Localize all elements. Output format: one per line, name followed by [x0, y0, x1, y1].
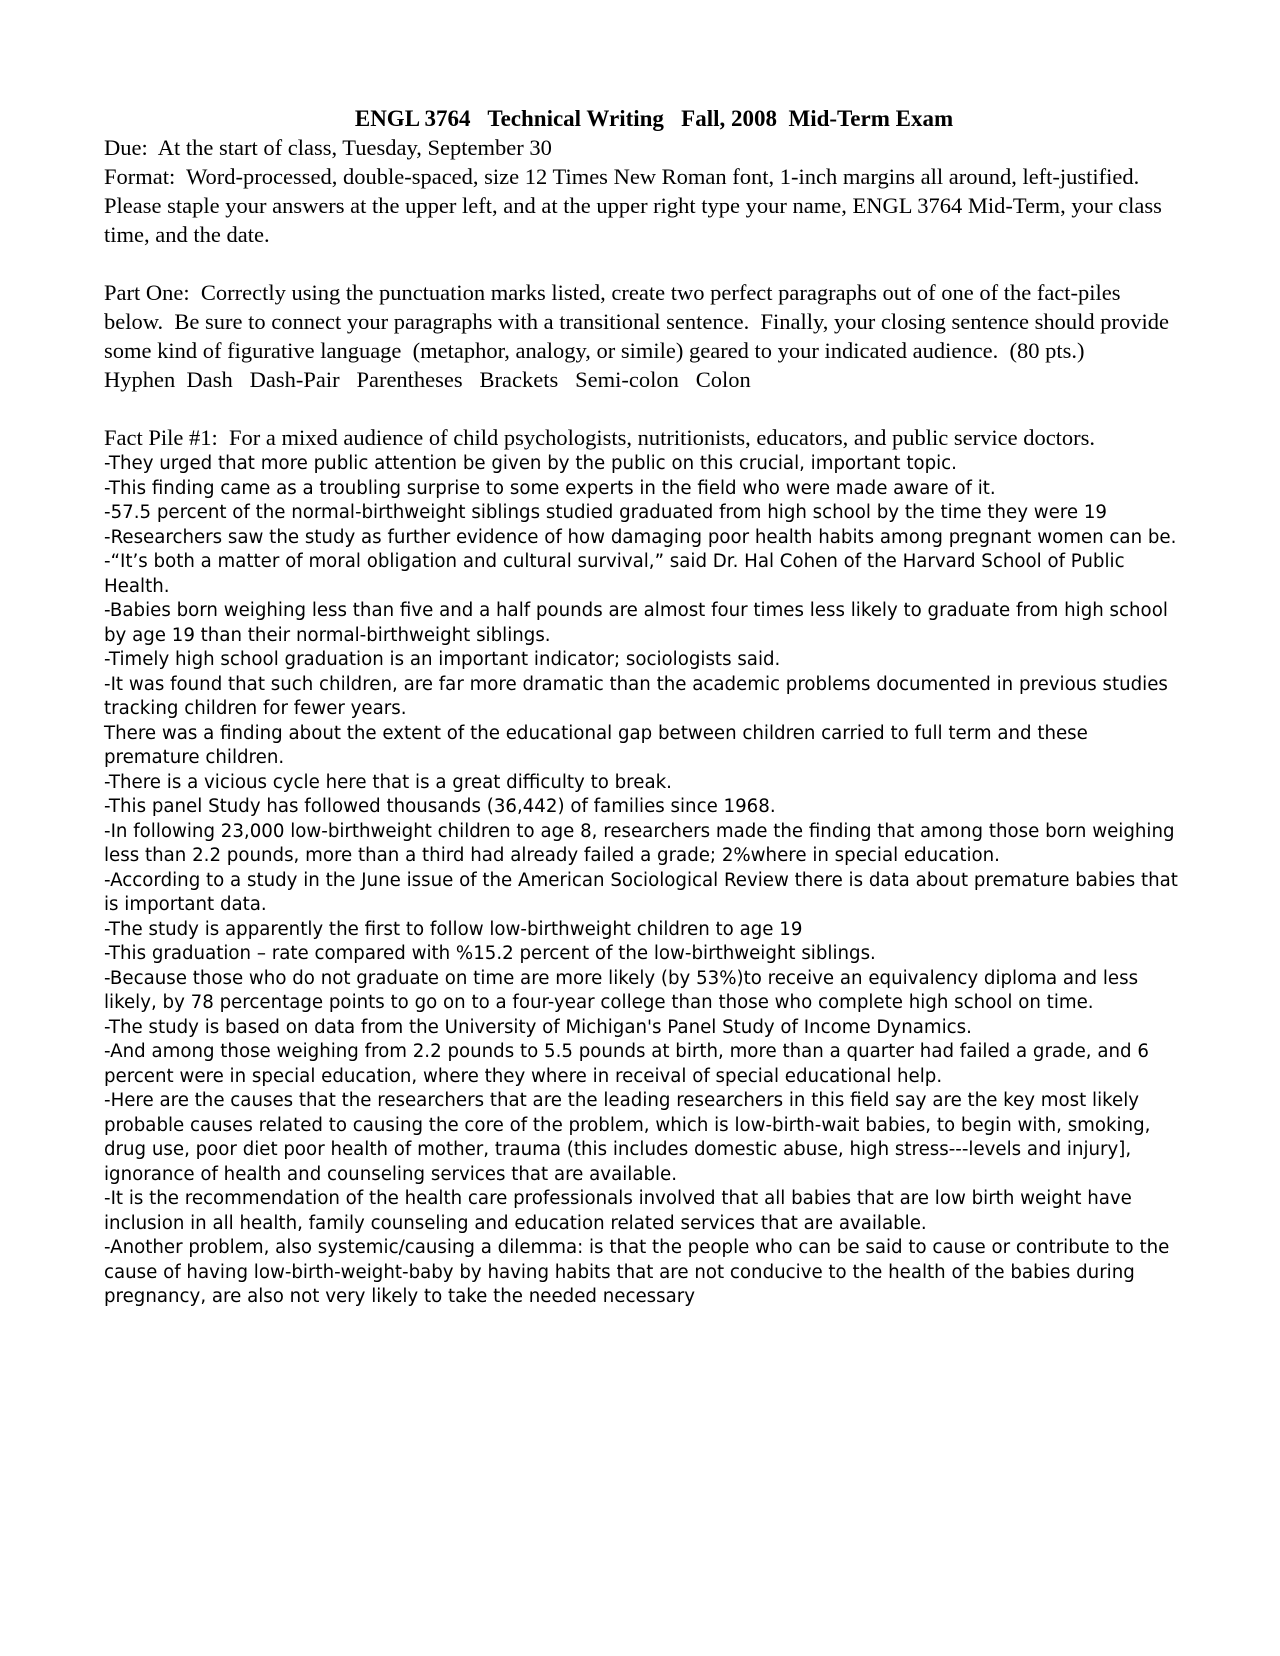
- spacer: [104, 249, 1184, 278]
- fact-list: [104, 452, 1184, 1310]
- fact-item: -It was found that such children, are far more dramatic than the academic problems documented in previous studies tracking children for fewer years.: [104, 673, 1168, 719]
- fact-item: -The study is apparently the first to follow low-birthweight children to age 19: [104, 918, 803, 940]
- fact-item: -Because those who do not graduate on time are more likely (by 53%)to receive an equivalency diploma and less likely, by 78 percentage points to go on to a four-year college than those who complete high school on time.: [104, 967, 1139, 1013]
- fact-item: -According to a study in the June issue of the American Sociological Review there is data about premature babies that is important data.: [104, 869, 1178, 915]
- fact-item: -Here are the causes that the researchers that are the leading researchers in this field say are the key most likely probable causes related to causing the core of the problem, which is low-birth-wait babies, to begin with, smoking, drug use, poor diet poor health of mother, trauma (this includes domestic abuse, high stress---levels and injury], ignorance of health and counseling services that are available.: [104, 1090, 1151, 1185]
- format-instructions: Format: Word-processed, double-spaced, size 12 Times New Roman font, 1-inch margins all around, left-justified. Please staple your answers at the upper left, and at the upper right type your name, ENGL 3764 Mid-Term, your class time, and the date.: [104, 164, 1168, 247]
- fact-item: -Another problem, also systemic/causing a dilemma: is that the people who can be said to cause or contribute to the cause of having low-birth-weight-baby by having habits that are not conducive to the health of the babies during pregnancy, are also not very likely to take the needed necessary: [104, 1237, 1170, 1307]
- fact-item: -The study is based on data from the University of Michigan's Panel Study of Income Dynamics.: [104, 1016, 972, 1038]
- fact-item: There was a finding about the extent of the educational gap between children carried to full term and these premature children.: [104, 722, 1088, 768]
- fact-item: -This graduation – rate compared with %15.2 percent of the low-birthweight siblings.: [104, 943, 876, 964]
- fact-item: -There is a vicious cycle here that is a great difficulty to break.: [104, 771, 672, 793]
- part-one-instructions: Part One: Correctly using the punctuation marks listed, create two perfect paragraphs out of one of the fact-piles below. Be sure to connect your paragraphs with a transitional sentence. Finally, your closing sentence should provide some kind of figurative language (metaphor, analogy, or simile) geared to your indicated audience. (80 pts.): [104, 280, 1175, 363]
- fact-item: -This finding came as a troubling surprise to some experts in the field who were made aware of it.: [104, 477, 996, 499]
- exam-title: ENGL 3764 Technical Writing Fall, 2008 Mid-Term Exam: [354, 106, 954, 131]
- fact-item: -And among those weighing from 2.2 pounds to 5.5 pounds at birth, more than a quarter had failed a grade, and 6 percent were in special education, where they where in receival of special educational help.: [104, 1041, 1149, 1087]
- fact-item: -Timely high school graduation is an important indicator; sociologists said.: [104, 649, 781, 670]
- fact-item: -This panel Study has followed thousands (36,442) of families since 1968.: [104, 796, 776, 817]
- fact-pile-heading: Fact Pile #1: For a mixed audience of child psychologists, nutritionists, educators, and public service doctors.: [104, 425, 1096, 450]
- fact-item: -In following 23,000 low-birthweight children to age 8, researchers made the finding that among those born weighing less than 2.2 pounds, more than a third had already failed a grade; 2%where in special education.: [104, 820, 1175, 866]
- punctuation-marks-list: Hyphen Dash Dash-Pair Parentheses Brackets Semi-colon Colon: [104, 367, 751, 392]
- fact-item: -“It’s both a matter of moral obligation and cultural survival,” said Dr. Hal Cohen of the Harvard School of Public Health.: [104, 551, 1125, 597]
- fact-item: -They urged that more public attention be given by the public on this crucial, important topic.: [104, 453, 957, 474]
- fact-item: -Babies born weighing less than five and a half pounds are almost four times less likely to graduate from high school by age 19 than their normal-birthweight siblings.: [104, 600, 1168, 646]
- fact-item: -Researchers saw the study as further evidence of how damaging poor health habits among pregnant women can be.: [104, 526, 1177, 548]
- spacer: [104, 394, 1184, 423]
- exam-page: [104, 104, 1184, 1310]
- due-date-line: Due: At the start of class, Tuesday, September 30: [104, 135, 552, 160]
- fact-item: -It is the recommendation of the health care professionals involved that all babies that are low birth weight have inclusion in all health, family counseling and education related services that are available.: [104, 1188, 1132, 1234]
- fact-item: -57.5 percent of the normal-birthweight siblings studied graduated from high school by the time they were 19: [104, 502, 1108, 523]
